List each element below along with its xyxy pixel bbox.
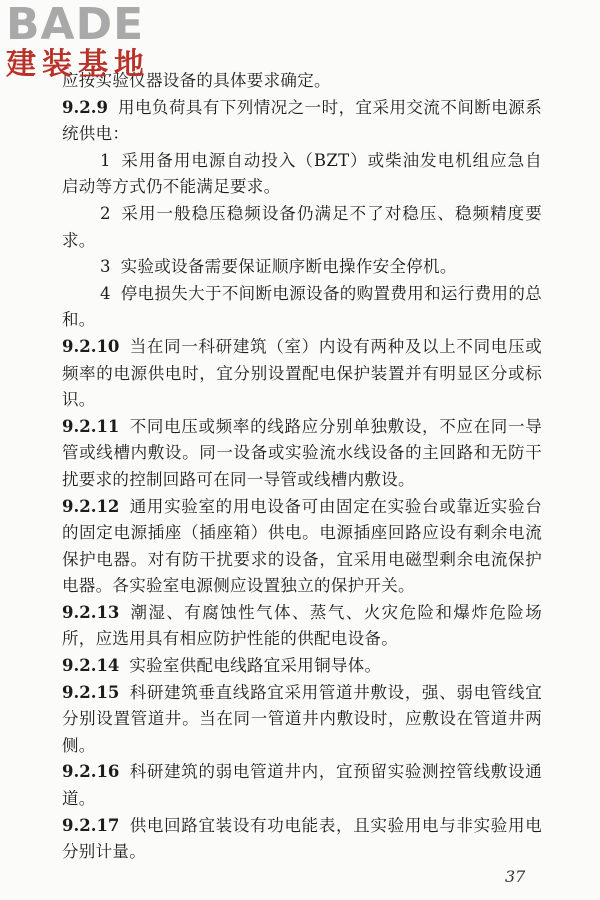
clause-9-2-13	[62, 600, 542, 653]
clause-number: 9.2.11	[62, 416, 120, 436]
clause-text: 通用实验室的用电设备可由固定在实验台或靠近实验台的固定电源插座（插座箱）供电。电源插座回路应设有剩余电流保护电器。对有防干扰要求的设备，宜采用电磁型剩余电流保护电器。各实验室电源侧应设置独立的保护开关。	[62, 496, 542, 596]
clause-number: 9.2.15	[62, 682, 120, 702]
document-page	[62, 68, 542, 866]
item-number: 1	[99, 150, 111, 170]
clause-text: 潮湿、有腐蚀性气体、蒸气、火灾危险和爆炸危险场所，应选用具有相应防护性能的供配电设备。	[62, 602, 542, 649]
item-number: 2	[99, 203, 111, 223]
clause-9-2-12	[62, 494, 542, 600]
clause-text: 科研建筑垂直线路宜采用管道井敷设，强、弱电管线宜分别设置管道井。当在同一管道井内敷设时，应敷设在管道井两侧。	[62, 682, 542, 755]
item-number: 4	[99, 283, 111, 303]
watermark-subtitle-text: 建装基地	[6, 47, 150, 82]
clause-text: 用电负荷具有下列情况之一时，宜采用交流不间断电源系统供电：	[62, 97, 542, 144]
clause-9-2-11	[62, 414, 542, 494]
item-text: 停电损失大于不间断电源设备的购置费用和运行费用的总和。	[62, 283, 542, 330]
clause-9-2-14	[62, 653, 542, 680]
clause-text: 当在同一科研建筑（室）内设有两种及以上不同电压或频率的电源供电时，宜分别设置配电保护装置并有明显区分或标识。	[62, 336, 542, 410]
page-number: 37	[505, 867, 526, 886]
clause-number: 9.2.17	[62, 815, 120, 835]
list-item-1	[62, 148, 542, 201]
paragraph-text: 应按实验仪器设备的具体要求确定。	[62, 71, 331, 90]
clause-number: 9.2.12	[62, 496, 120, 516]
clause-9-2-16	[62, 759, 542, 812]
item-text: 采用一般稳压稳频设备仍满足不了对稳压、稳频精度要求。	[62, 203, 542, 250]
clause-number: 9.2.16	[62, 762, 120, 782]
clause-text: 不同电压或频率的线路应分别单独敷设，不应在同一导管或线槽内敷设。同一设备或实验流水线设备的主回路和无防干扰要求的控制回路可在同一导管或线槽内敷设。	[62, 416, 542, 489]
clause-9-2-10	[62, 334, 542, 414]
item-number: 3	[99, 257, 111, 277]
clause-number: 9.2.9	[62, 97, 108, 117]
clause-9-2-9	[62, 95, 542, 148]
item-text: 实验或设备需要保证顺序断电操作安全停机。	[120, 257, 457, 277]
clause-number: 9.2.13	[62, 602, 120, 622]
list-item-4	[62, 281, 542, 334]
brand-watermark-logo	[6, 2, 150, 82]
clause-text: 实验室供配电线路宜采用铜导体。	[129, 656, 382, 676]
item-text: 采用备用电源自动投入（BZT）或柴油发电机组应急自启动等方式仍不能满足要求。	[62, 150, 542, 197]
list-item-3	[62, 254, 542, 281]
watermark-brand-text: BADE	[6, 0, 145, 50]
clause-number: 9.2.10	[62, 336, 120, 356]
clause-9-2-15	[62, 680, 542, 760]
clause-text: 科研建筑的弱电管道井内，宜预留实验测控管线敷设通道。	[62, 762, 542, 809]
clause-text: 供电回路宜装设有功电能表，且实验用电与非实验用电分别计量。	[62, 815, 542, 862]
list-item-2	[62, 201, 542, 254]
clause-9-2-17	[62, 813, 542, 866]
clause-number: 9.2.14	[62, 656, 120, 676]
